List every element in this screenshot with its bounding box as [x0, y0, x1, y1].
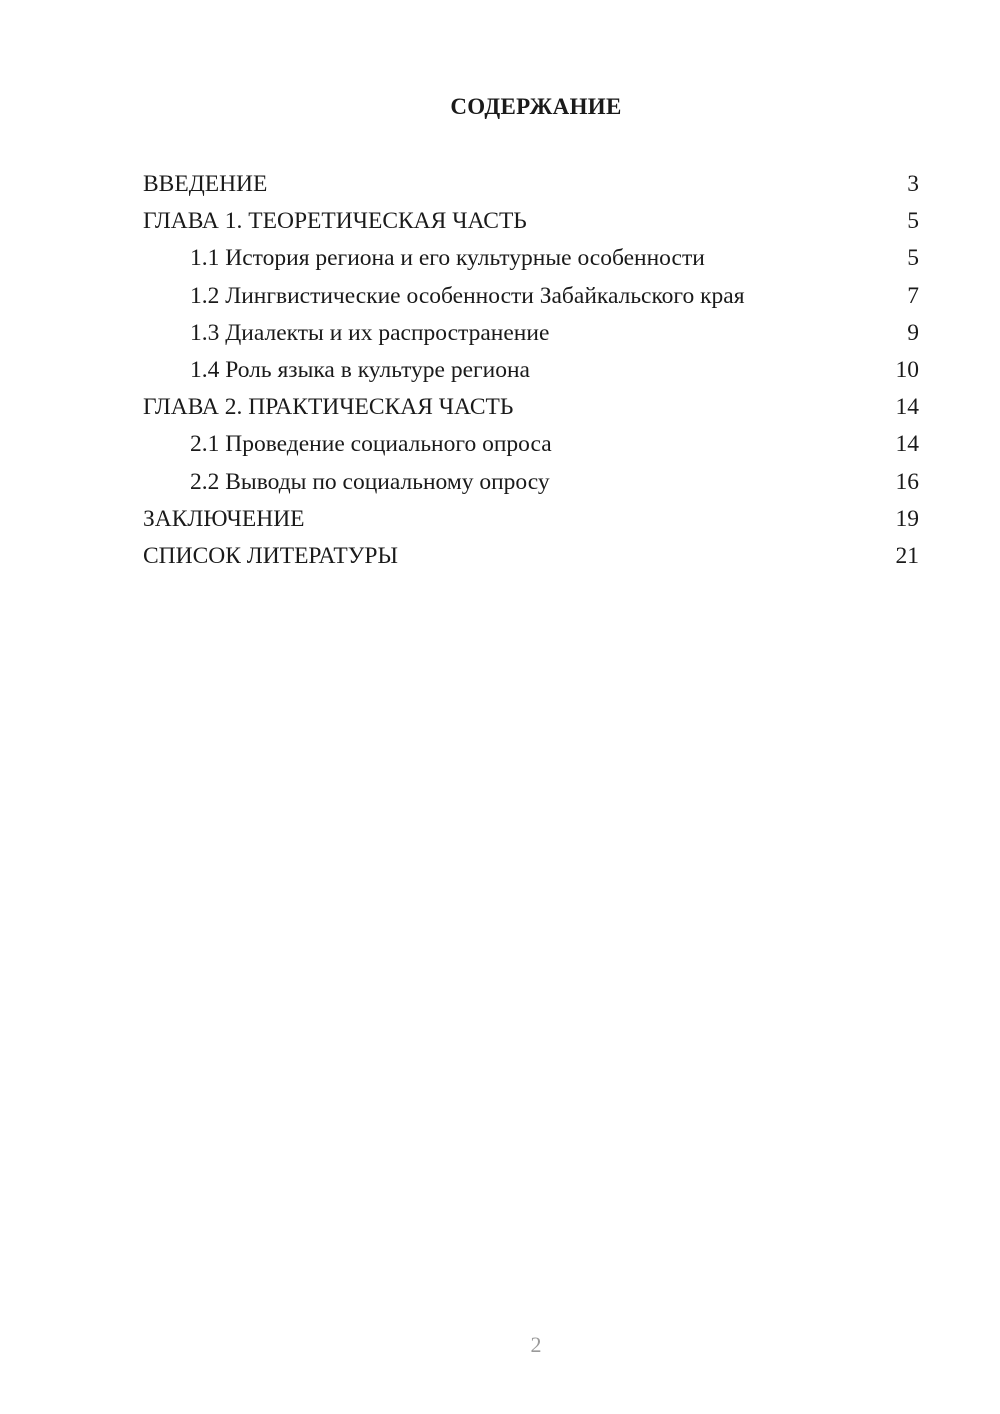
toc-entry-section-1-3[interactable] [143, 315, 919, 352]
toc-entry-chapter-2[interactable] [143, 389, 919, 426]
toc-entry-page: 5 [907, 208, 919, 235]
toc-entry-page: 5 [907, 245, 919, 272]
toc-entry-label: ЗАКЛЮЧЕНИЕ [143, 505, 305, 532]
toc-entry-page: 7 [907, 282, 919, 309]
toc-entry-page: 10 [895, 356, 919, 383]
toc-entry-label: 1.3 Диалекты и их распространение [190, 319, 550, 346]
toc-entry-label: ГЛАВА 1. ТЕОРЕТИЧЕСКАЯ ЧАСТЬ [143, 208, 527, 235]
toc-entry-label: 2.1 Проведение социального опроса [190, 431, 552, 458]
toc-entry-section-1-4[interactable] [143, 352, 919, 389]
toc-entry-page: 14 [895, 431, 919, 458]
toc-entry-label: 1.2 Лингвистические особенности Забайкальского края [190, 282, 745, 309]
page-number: 2 [530, 1332, 542, 1357]
toc-entry-page: 16 [895, 468, 919, 495]
toc-entry-label: ВВЕДЕНИЕ [143, 171, 268, 197]
toc-entry-label: СПИСОК ЛИТЕРАТУРЫ [143, 542, 398, 569]
toc-entry-label: 1.1 История региона и его культурные особенности [190, 245, 705, 272]
toc-entry-chapter-1[interactable] [143, 203, 919, 240]
toc-entry-conclusion[interactable] [143, 501, 919, 538]
toc-entry-page: 9 [907, 319, 919, 346]
toc-entry-label: 2.2 Выводы по социальному опросу [190, 468, 550, 495]
table-of-contents [143, 166, 919, 575]
toc-entry-section-2-1[interactable] [143, 426, 919, 463]
toc-entry-page: 21 [895, 542, 919, 569]
toc-entry-section-2-2[interactable] [143, 464, 919, 501]
toc-entry-page: 14 [895, 394, 919, 421]
toc-entry-page: 3 [907, 171, 919, 197]
toc-entry-introduction[interactable] [143, 166, 919, 203]
toc-entry-references[interactable] [143, 538, 919, 575]
toc-entry-section-1-2[interactable] [143, 278, 919, 315]
toc-entry-label: 1.4 Роль языка в культуре региона [190, 356, 530, 383]
toc-entry-section-1-1[interactable] [143, 240, 919, 277]
toc-entry-page: 19 [895, 505, 919, 532]
page-title: СОДЕРЖАНИЕ [450, 94, 622, 119]
toc-entry-label: ГЛАВА 2. ПРАКТИЧЕСКАЯ ЧАСТЬ [143, 394, 514, 421]
